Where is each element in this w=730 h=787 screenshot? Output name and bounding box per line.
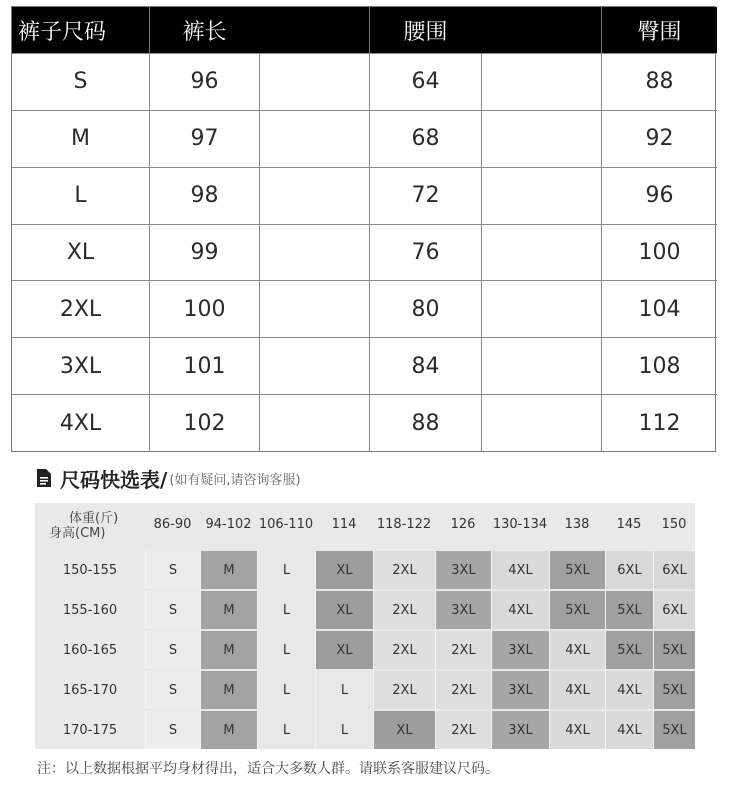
weight-header: 138 xyxy=(564,516,590,532)
size-recommendation-cell: L xyxy=(257,591,315,629)
size-recommendation-cell: XL xyxy=(315,631,373,669)
size-recommendation-cell: S xyxy=(145,591,200,629)
size-recommendation-cell: 4XL xyxy=(549,631,605,669)
quick-select-title-text: 尺码快选表/ xyxy=(60,467,168,492)
size-recommendation-cell: 5XL xyxy=(549,551,605,589)
size-label-cell: 3XL xyxy=(12,337,149,394)
size-recommendation-cell: 5XL xyxy=(653,631,695,669)
size-recommendation-cell: 4XL xyxy=(605,671,653,709)
size-value-cell: 98 xyxy=(149,167,259,224)
size-recommendation-cell: L xyxy=(257,671,315,709)
weight-header: 130-134 xyxy=(492,516,548,532)
quick-select-subtitle: (如有疑问,请咨询客服) xyxy=(169,472,301,488)
size-recommendation-cell: M xyxy=(200,631,257,669)
size-recommendation-cell: 3XL xyxy=(435,591,491,629)
size-value-cell xyxy=(259,394,369,451)
size-value-cell: 92 xyxy=(601,110,717,167)
size-recommendation-cell: 2XL xyxy=(435,671,491,709)
weight-header: 145 xyxy=(616,516,642,532)
size-value-cell xyxy=(259,224,369,281)
size-recommendation-cell: M xyxy=(200,711,257,749)
height-header: 165-170 xyxy=(62,682,118,698)
size-table-header xyxy=(481,7,601,53)
size-value-cell: 96 xyxy=(601,167,717,224)
size-recommendation-cell: 6XL xyxy=(653,591,695,629)
size-table xyxy=(11,6,716,452)
quick-select-grid xyxy=(35,503,695,749)
weight-header: 150 xyxy=(661,516,687,532)
size-recommendation-cell: 5XL xyxy=(653,671,695,709)
weight-header: 118-122 xyxy=(376,516,432,532)
size-value-cell: 101 xyxy=(149,337,259,394)
size-recommendation-cell: XL xyxy=(373,711,435,749)
size-value-cell xyxy=(259,110,369,167)
size-recommendation-cell: L xyxy=(315,711,373,749)
size-recommendation-cell: 2XL xyxy=(435,631,491,669)
size-value-cell: 99 xyxy=(149,224,259,281)
size-label-cell: L xyxy=(12,167,149,224)
size-value-cell: 64 xyxy=(369,53,481,110)
size-recommendation-cell: 5XL xyxy=(549,591,605,629)
size-recommendation-cell: 4XL xyxy=(549,671,605,709)
quick-select-title xyxy=(37,463,301,493)
size-value-cell: 80 xyxy=(369,280,481,337)
size-recommendation-cell: 2XL xyxy=(373,591,435,629)
size-value-cell xyxy=(481,337,601,394)
size-value-cell xyxy=(259,53,369,110)
size-recommendation-cell: 3XL xyxy=(491,631,549,669)
size-recommendation-cell: 5XL xyxy=(605,631,653,669)
size-recommendation-cell: 2XL xyxy=(373,631,435,669)
size-recommendation-cell: L xyxy=(315,671,373,709)
size-value-cell xyxy=(481,110,601,167)
size-value-cell xyxy=(481,224,601,281)
weight-header: 106-110 xyxy=(258,516,314,532)
size-recommendation-cell: 5XL xyxy=(653,711,695,749)
size-value-cell: 100 xyxy=(601,224,717,281)
size-recommendation-cell: 4XL xyxy=(491,591,549,629)
size-value-cell xyxy=(481,167,601,224)
size-recommendation-cell: L xyxy=(257,631,315,669)
height-header: 150-155 xyxy=(62,562,118,578)
height-header: 160-165 xyxy=(62,642,118,658)
size-recommendation-cell: M xyxy=(200,591,257,629)
size-table-header: 腰围 xyxy=(369,7,481,53)
size-recommendation-cell: M xyxy=(200,671,257,709)
size-value-cell: 97 xyxy=(149,110,259,167)
size-recommendation-cell: S xyxy=(145,551,200,589)
size-label-cell: 4XL xyxy=(12,394,149,451)
size-recommendation-cell: S xyxy=(145,631,200,669)
size-recommendation-cell: S xyxy=(145,711,200,749)
size-recommendation-cell: XL xyxy=(315,551,373,589)
size-label-cell: M xyxy=(12,110,149,167)
size-recommendation-cell: 4XL xyxy=(549,711,605,749)
size-recommendation-cell: 3XL xyxy=(491,671,549,709)
height-header: 170-175 xyxy=(62,722,118,738)
size-value-cell: 102 xyxy=(149,394,259,451)
size-table-header: 裤长 xyxy=(149,7,259,53)
size-recommendation-cell: 5XL xyxy=(605,591,653,629)
size-value-cell xyxy=(481,394,601,451)
size-value-cell: 72 xyxy=(369,167,481,224)
corner-label xyxy=(35,503,145,545)
size-label-cell: XL xyxy=(12,224,149,281)
size-recommendation-cell: 2XL xyxy=(373,551,435,589)
size-value-cell xyxy=(481,280,601,337)
size-recommendation-cell: L xyxy=(257,551,315,589)
size-recommendation-cell: XL xyxy=(315,591,373,629)
size-table-header xyxy=(259,7,369,53)
weight-header: 126 xyxy=(450,516,476,532)
size-recommendation-cell: M xyxy=(200,551,257,589)
size-recommendation-cell: 3XL xyxy=(435,551,491,589)
size-value-cell: 100 xyxy=(149,280,259,337)
size-recommendation-cell: 2XL xyxy=(435,711,491,749)
size-value-cell xyxy=(259,337,369,394)
size-value-cell: 68 xyxy=(369,110,481,167)
size-recommendation-cell: 2XL xyxy=(373,671,435,709)
size-value-cell: 88 xyxy=(601,53,717,110)
size-recommendation-cell: 4XL xyxy=(605,711,653,749)
footnote: 注：以上数据根据平均身材得出，适合大多数人群。请联系客服建议尺码。 xyxy=(37,761,499,777)
size-value-cell: 104 xyxy=(601,280,717,337)
height-header: 155-160 xyxy=(62,602,118,618)
size-recommendation-cell: 6XL xyxy=(605,551,653,589)
size-label-cell: S xyxy=(12,53,149,110)
document-icon xyxy=(37,469,51,487)
size-recommendation-cell: 3XL xyxy=(491,711,549,749)
size-value-cell xyxy=(481,53,601,110)
size-value-cell: 84 xyxy=(369,337,481,394)
height-axis-label: 身高(CM) xyxy=(49,526,106,541)
size-table-header: 裤子尺码 xyxy=(12,7,149,53)
weight-header: 94-102 xyxy=(205,516,252,532)
size-recommendation-cell: 4XL xyxy=(491,551,549,589)
size-value-cell: 96 xyxy=(149,53,259,110)
size-value-cell: 108 xyxy=(601,337,717,394)
size-table-header: 臀围 xyxy=(601,7,717,53)
size-value-cell xyxy=(259,167,369,224)
size-recommendation-cell: 6XL xyxy=(653,551,695,589)
weight-axis-label: 体重(斤) xyxy=(69,511,119,526)
weight-header: 114 xyxy=(331,516,357,532)
size-value-cell: 88 xyxy=(369,394,481,451)
size-value-cell: 76 xyxy=(369,224,481,281)
size-recommendation-cell: L xyxy=(257,711,315,749)
weight-header: 86-90 xyxy=(153,516,192,532)
size-recommendation-cell: S xyxy=(145,671,200,709)
size-value-cell: 112 xyxy=(601,394,717,451)
size-label-cell: 2XL xyxy=(12,280,149,337)
size-value-cell xyxy=(259,280,369,337)
